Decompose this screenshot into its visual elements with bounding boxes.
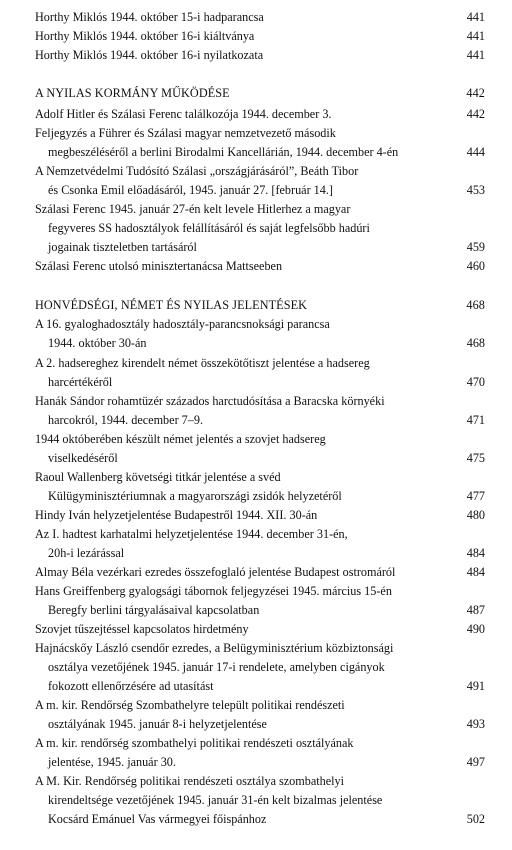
toc-page-number: 484 <box>466 565 485 579</box>
toc-entry-title: jogainak tiszteletben tartásáról <box>48 240 197 254</box>
toc-entry-title: osztálya vezetőjének 1945. január 17-i rendelete, amelyben cigányok <box>48 660 385 674</box>
toc-entry-title: Szálasi Ferenc 1945. január 27-én kelt levele Hitlerhez a magyar <box>35 202 351 216</box>
toc-entry-title: A m. kir. rendőrség szombathelyi politikai rendészeti osztályának <box>35 736 354 750</box>
toc-entry-title: Almay Béla vezérkari ezredes összefoglaló jelentése Budapest ostromáról <box>35 565 396 579</box>
toc-page-number: 441 <box>466 48 485 62</box>
toc-entry-title: 20h-i lezárással <box>48 546 125 560</box>
toc-entry-title: Hans Greiffenberg gyalogsági tábornok feljegyzései 1945. március 15-én <box>35 584 392 598</box>
toc-entry-title: Raoul Wallenberg követségi titkár jelentése a svéd <box>35 470 281 484</box>
toc-entry-title: Hanák Sándor rohamtüzér százados harctudósítása a Baracska környéki <box>35 394 385 408</box>
toc-entry-title: A 2. hadsereghez kirendelt német összekötőtiszt jelentése a hadsereg <box>35 356 370 370</box>
toc-entry-title: harcokról, 1944. december 7–9. <box>48 413 203 427</box>
toc-entry-title: A Nemzetvédelmi Tudósító Szálasi „országjárásáról”, Beáth Tibor <box>35 164 359 178</box>
toc-entry-title: Külügyminisztériumnak a magyarországi zsidók helyzetéről <box>48 489 342 503</box>
toc-entry-title: A NYILAS KORMÁNY MŰKÖDÉSE <box>35 86 230 100</box>
toc-page-number: 442 <box>466 86 485 100</box>
toc-page-number: 490 <box>466 622 485 636</box>
toc-entry-title: fokozott ellenőrzésére ad utasítást <box>48 679 214 693</box>
toc-page-number: 502 <box>466 812 485 826</box>
toc-page-number: 493 <box>466 717 485 731</box>
toc-entry-title: Hajnácskőy László csendőr ezredes, a Belügyminisztérium közbiztonsági <box>35 641 394 655</box>
toc-entry-title: Horthy Miklós 1944. október 16-i nyilatkozata <box>35 48 264 62</box>
toc-page-number: 441 <box>466 29 485 43</box>
toc-entry-title: fegyveres SS hadosztályok felállításáról és saját legfelsőbb hadúri <box>48 221 370 235</box>
toc-page-number: 470 <box>466 375 485 389</box>
toc-page-number: 497 <box>466 755 485 769</box>
toc-page-number: 468 <box>466 298 485 312</box>
toc-page-number: 453 <box>466 183 485 197</box>
toc-entry-title: Adolf Hitler és Szálasi Ferenc találkozója 1944. december 3. <box>35 107 332 121</box>
toc-entry-title: 1944. október 30-án <box>48 336 147 350</box>
toc-entry-title: és Csonka Emil előadásáról, 1945. január 27. [február 14.] <box>48 183 333 197</box>
toc-page-number: 477 <box>466 489 485 503</box>
toc-entry-title: jelentése, 1945. január 30. <box>48 755 176 769</box>
toc-entry-title: kirendeltsége vezetőjének 1945. január 31-én kelt bizalmas jelentése <box>48 793 383 807</box>
toc-page-number: 460 <box>466 259 485 273</box>
toc-entry-title: Szovjet tűszejtéssel kapcsolatos hirdetmény <box>35 622 249 636</box>
toc-page-number: 468 <box>466 336 485 350</box>
toc-entry-title: HONVÉDSÉGI, NÉMET ÉS NYILAS JELENTÉSEK <box>35 298 308 312</box>
toc-entry-title: A 16. gyaloghadosztály hadosztály-parancsnoksági parancsa <box>35 317 330 331</box>
toc-entry-title: harcértékéről <box>48 375 113 389</box>
toc-entry-title: A m. kir. Rendőrség Szombathelyre települt politikai rendészeti <box>35 698 345 712</box>
toc-page-number: 444 <box>466 145 485 159</box>
toc-page-number: 480 <box>466 508 485 522</box>
toc-page-number: 491 <box>466 679 485 693</box>
toc-entry-title: Beregfy berlini tárgyalásaival kapcsolatban <box>48 603 260 617</box>
toc-entry-title: 1944 októberében készült német jelentés a szovjet hadsereg <box>35 432 326 446</box>
toc-entry-title: Hindy Iván helyzetjelentése Budapestről 1944. XII. 30-án <box>35 508 318 522</box>
toc-entry-title: Az I. hadtest karhatalmi helyzetjelentése 1944. december 31-én, <box>35 527 348 541</box>
toc-entry-title: Horthy Miklós 1944. október 16-i kiáltványa <box>35 29 255 43</box>
toc-entry-title: osztályának 1945. január 8-i helyzetjelentése <box>48 717 267 731</box>
toc-page-number: 459 <box>466 240 485 254</box>
toc-entry-title: megbeszéléséről a berlini Birodalmi Kancellárián, 1944. december 4-én <box>48 145 399 159</box>
toc-page-number: 471 <box>466 413 485 427</box>
toc-page-number: 484 <box>466 546 485 560</box>
toc-page-number: 475 <box>466 451 485 465</box>
toc-page-number: 487 <box>466 603 485 617</box>
toc-entry-title: viselkedéséről <box>48 451 118 465</box>
toc-page-number: 441 <box>466 10 485 24</box>
toc-entry-title: Feljegyzés a Führer és Szálasi magyar nemzetvezető második <box>35 126 336 140</box>
toc-entry-title: Kocsárd Emánuel Vas vármegyei főispánhoz <box>48 812 267 826</box>
toc-page-number: 442 <box>466 107 485 121</box>
toc-entry-title: Horthy Miklós 1944. október 15-i hadparancsa <box>35 10 264 24</box>
toc-entry-title: A M. Kir. Rendőrség politikai rendészeti osztálya szombathelyi <box>35 774 345 788</box>
toc-entry-title: Szálasi Ferenc utolsó minisztertanácsa Mattseeben <box>35 259 283 273</box>
